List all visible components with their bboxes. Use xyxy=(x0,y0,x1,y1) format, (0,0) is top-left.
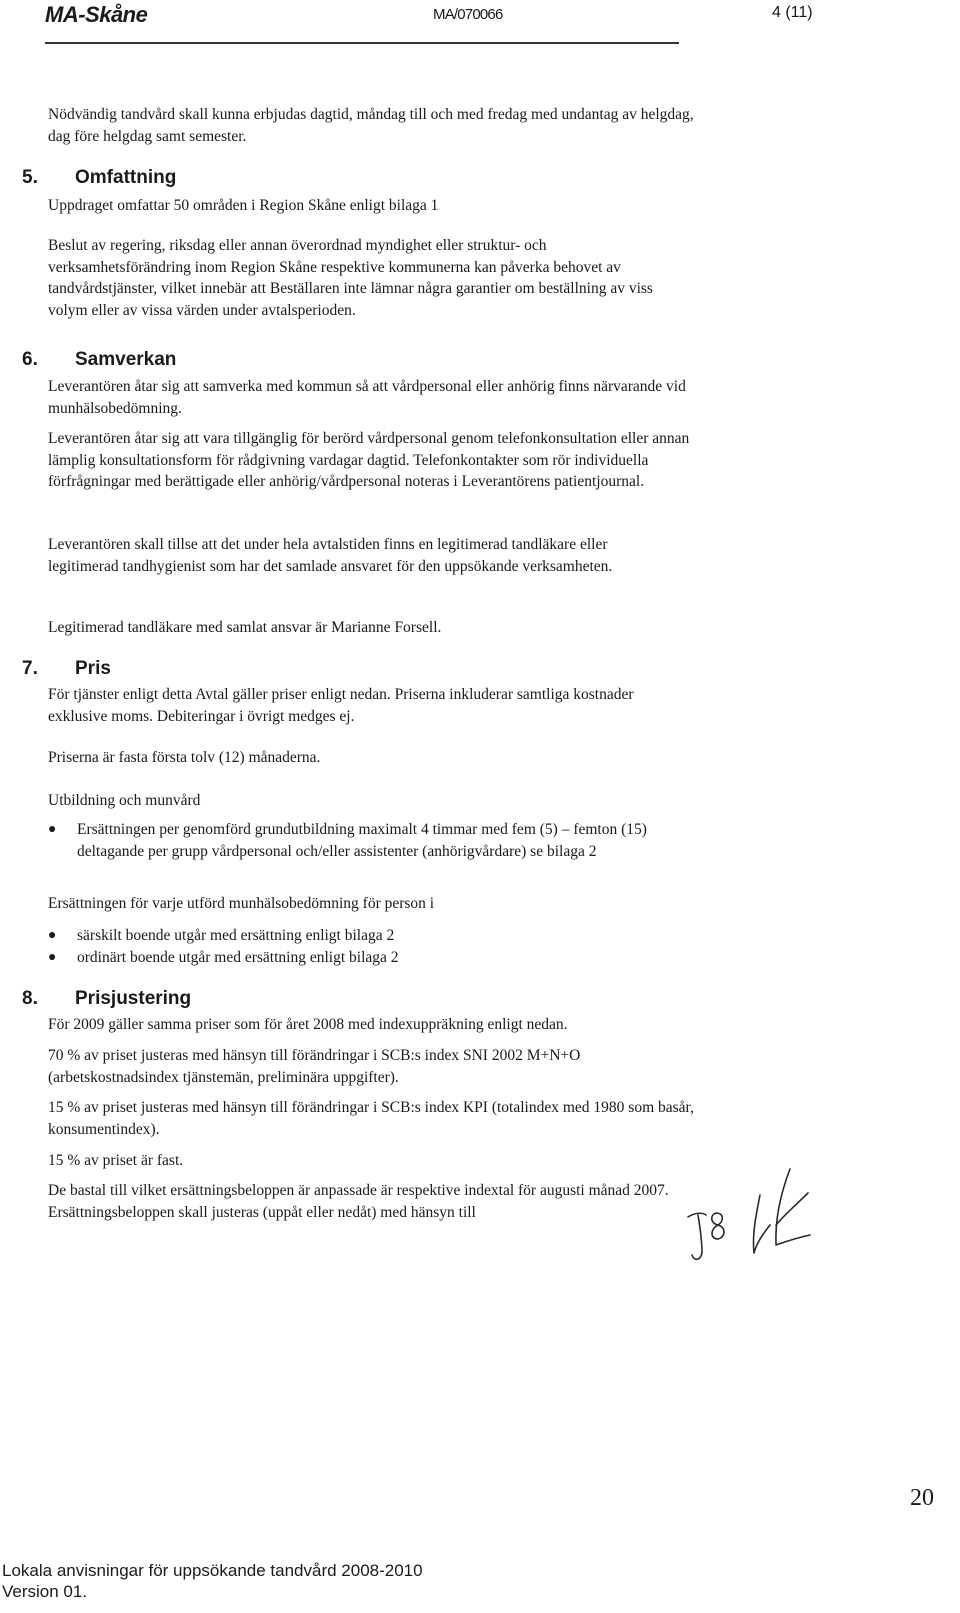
paragraph: 15 % av priset justeras med hänsyn till förändringar i SCB:s index KPI (totalindex med 1980 som basår, konsumentindex). xyxy=(48,1099,694,1138)
paragraph: Leverantören åtar sig att samverka med kommun så att vårdpersonal eller anhörig finns närvarande vid munhälsobedömning. xyxy=(48,378,686,417)
section-title-omfattning: Omfattning xyxy=(75,167,177,188)
paragraph: De bastal till vilket ersättningsbeloppen är anpassade är respektive indextal för augusti månad 2007. Ersättningsbeloppen skall justeras (uppåt eller nedåt) med hänsyn till xyxy=(48,1182,669,1221)
section-number: 7. xyxy=(22,658,38,679)
section-title-samverkan: Samverkan xyxy=(75,349,177,370)
bullet-icon: ● xyxy=(48,950,57,965)
footer-title: Lokala anvisningar för uppsökande tandvård 2008-2010 xyxy=(2,1561,423,1580)
paragraph: 15 % av priset är fast. xyxy=(48,1152,184,1169)
section-title-prisjustering: Prisjustering xyxy=(75,988,192,1009)
bullet-icon: ● xyxy=(48,928,57,943)
page-number: 20 xyxy=(910,1485,934,1511)
list-item: särskilt boende utgår med ersättning enligt bilaga 2 xyxy=(77,927,395,944)
paragraph: 70 % av priset justeras med hänsyn till förändringar i SCB:s index SNI 2002 M+N+O (arbetskostnadsindex tjänstemän, preliminära uppgifter). xyxy=(48,1047,581,1086)
page-indicator: 4 (11) xyxy=(772,4,813,21)
handwritten-signature xyxy=(680,1165,830,1270)
paragraph: Beslut av regering, riksdag eller annan överordnad myndighet eller struktur- och verksamhetsförändring inom Region Skåne respektive kommunerna kan påverka behovet av tandvårdstjänster, vilket innebär att Beställaren inte lämnar några garantier om beställning av viss volym eller av vissa värden under avtalsperioden. xyxy=(48,237,653,319)
organization-name: MA-Skåne xyxy=(45,2,148,27)
header-divider xyxy=(45,42,679,44)
section-number: 6. xyxy=(22,349,38,370)
section-number: 5. xyxy=(22,167,38,188)
paragraph: Leverantören skall tillse att det under hela avtalstiden finns en legitimerad tandläkare eller legitimerad tandhygienist som har det samlade ansvaret för den uppsökande verksamheten. xyxy=(48,536,613,575)
list-item: ordinärt boende utgår med ersättning enligt bilaga 2 xyxy=(77,949,399,966)
intro-paragraph: Nödvändig tandvård skall kunna erbjudas dagtid, måndag till och med fredag med undantag av helgdag, dag före helgdag samt semester. xyxy=(48,106,694,145)
paragraph: Leverantören åtar sig att vara tillgänglig för berörd vårdpersonal genom telefonkonsultation eller annan lämplig konsultationsform för rådgivning vardagar dagtid. Telefonkontakter som rör individuella förfrågningar med berättigade eller anhörig/vårdpersonal noteras i Leverantörens patientjournal. xyxy=(48,430,690,490)
bullet-icon: ● xyxy=(48,822,57,837)
paragraph: Priserna är fasta första tolv (12) månaderna. xyxy=(48,749,321,766)
document-reference: MA/070066 xyxy=(433,6,503,23)
paragraph: För 2009 gäller samma priser som för året 2008 med indexuppräkning enligt nedan. xyxy=(48,1016,568,1033)
list-item: Ersättningen per genomförd grundutbildning maximalt 4 timmar med fem (5) – femton (15) deltagande per grupp vårdpersonal och/eller assistenter (anhörigvårdare) se bilaga 2 xyxy=(77,821,647,860)
paragraph: Uppdraget omfattar 50 områden i Region Skåne enligt bilaga 1 xyxy=(48,197,439,214)
section-number: 8. xyxy=(22,988,38,1009)
paragraph: Legitimerad tandläkare med samlat ansvar är Marianne Forsell. xyxy=(48,619,442,636)
footer-version: Version 01. xyxy=(2,1582,88,1601)
paragraph: Utbildning och munvård xyxy=(48,792,201,809)
paragraph: För tjänster enligt detta Avtal gäller priser enligt nedan. Priserna inkluderar samtliga kostnader exklusive moms. Debiteringar i övrigt medges ej. xyxy=(48,686,634,725)
paragraph: Ersättningen för varje utförd munhälsobedömning för person i xyxy=(48,895,435,912)
section-title-pris: Pris xyxy=(75,658,111,679)
